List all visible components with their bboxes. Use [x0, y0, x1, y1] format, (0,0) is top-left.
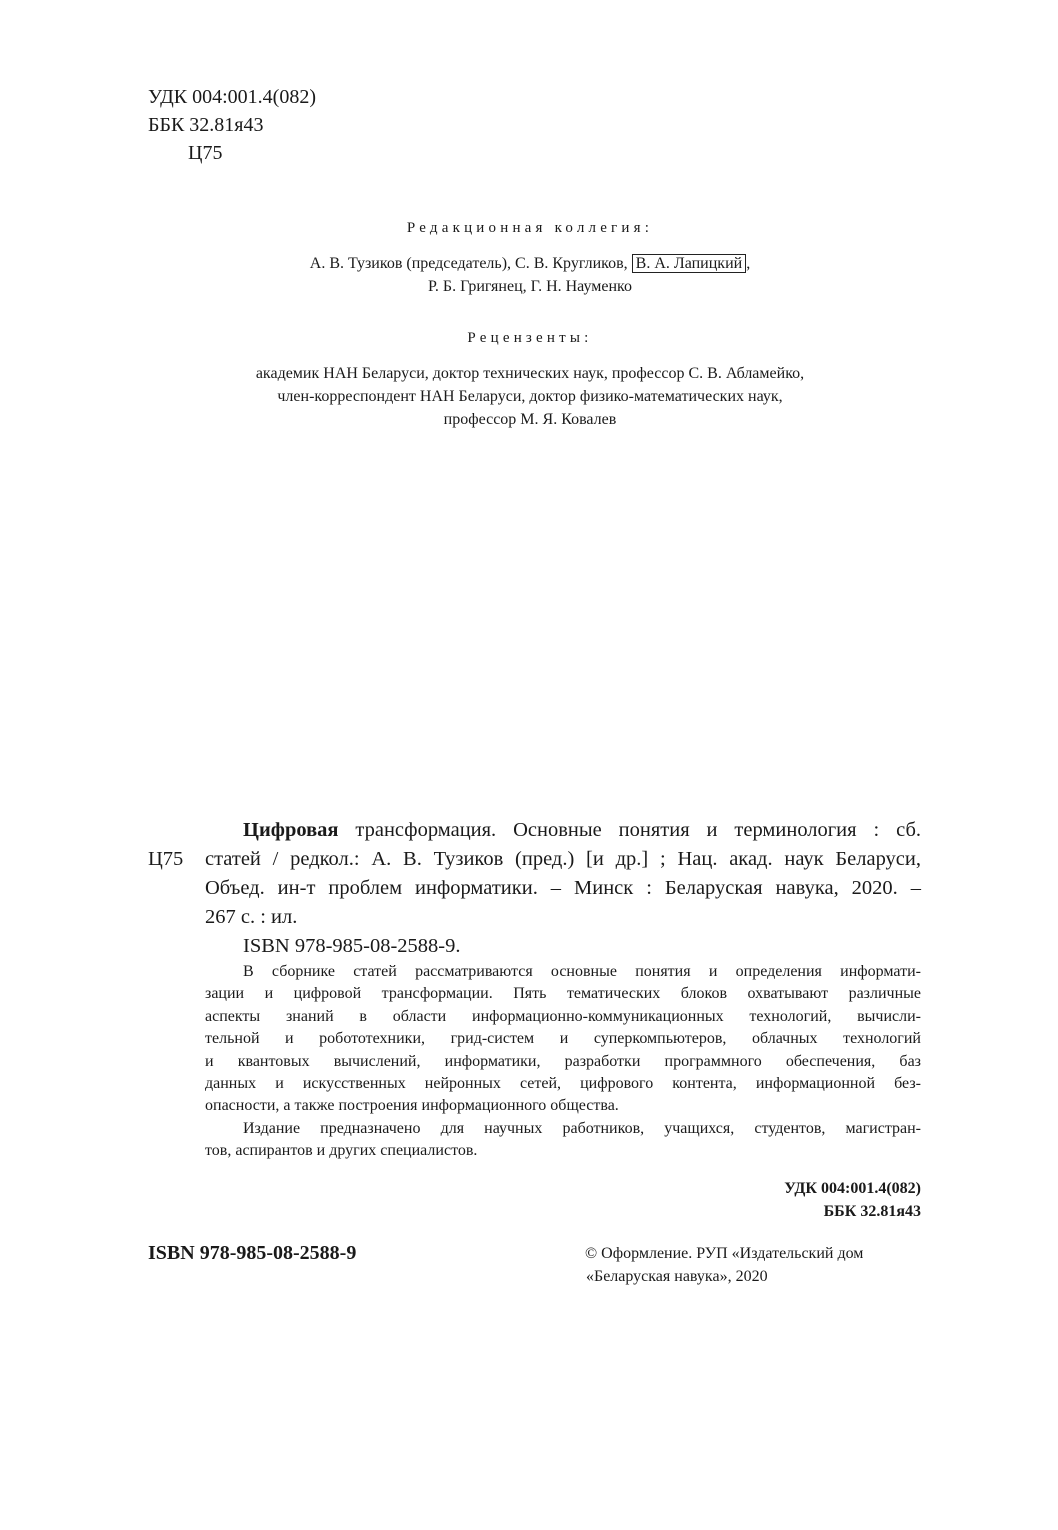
catalog-line-2: статей / редкол.: А. В. Тузиков (пред.) [и др.] ; Нац. акад. наук Беларуси,: [205, 848, 921, 870]
abstract-line: и квантовых вычислений, информатики, разработки программного обеспечения, баз: [205, 1052, 921, 1070]
reviewer-line-1: академик НАН Беларуси, доктор технических наук, профессор С. В. Абламейко,: [255, 365, 805, 382]
highlighted-name: В. А. Лапицкий: [632, 254, 747, 273]
copyright-line-2: «Беларуская навука», 2020: [586, 1268, 768, 1285]
copyright-line-1: © Оформление. РУП «Издательский дом: [585, 1245, 864, 1262]
editorial-board-comma: ,: [746, 255, 751, 272]
abstract-line: тельной и робототехники, грид-систем и суперкомпьютеров, облачных технологий: [205, 1030, 921, 1048]
reviewers: [140, 327, 920, 431]
bbk-code: ББК 32.81я43: [148, 114, 264, 136]
isbn-bold: ISBN 978-985-08-2588-9: [148, 1242, 357, 1264]
catalog-isbn: ISBN 978-985-08-2588-9.: [243, 935, 461, 957]
abstract-line: данных и искусственных нейронных сетей, цифрового контента, информационной без-: [205, 1075, 921, 1093]
catalog-line-4: 267 с. : ил.: [205, 906, 298, 928]
bottom-codes: [784, 1177, 921, 1223]
editorial-board-heading: Редакционная коллегия:: [406, 220, 654, 236]
author-cipher: Ц75: [188, 142, 223, 164]
abstract-line: тов, аспирантов и других специалистов.: [205, 1142, 478, 1160]
editorial-board: [140, 217, 920, 298]
abstract-line: опасности, а также построения информационного общества.: [205, 1097, 619, 1115]
abstract-line: В сборнике статей рассматриваются основные понятия и определения информати-: [243, 963, 921, 980]
bottom-udk: УДК 004:001.4(082): [784, 1180, 921, 1197]
catalog-entry: [205, 816, 921, 961]
abstract-line: зации и цифровой трансформации. Пять тематических блоков охватывают различные: [205, 985, 921, 1003]
udk-code: УДК 004:001.4(082): [148, 86, 316, 108]
bottom-bbk: ББК 32.81я43: [823, 1203, 921, 1220]
abstract-line: Издание предназначено для научных работников, учащихся, студентов, магистран-: [243, 1119, 921, 1137]
catalog-title-bold: Цифровая: [243, 819, 339, 841]
abstract-line: аспекты знаний в области информационно-коммуникационных технологий, вычисли-: [205, 1007, 921, 1025]
copyright: [585, 1242, 863, 1288]
abstract: [205, 961, 921, 1163]
catalog-cipher: Ц75: [148, 848, 184, 870]
editorial-board-line-1: [140, 252, 920, 275]
editorial-board-line-2: Р. Б. Григянец, Г. Н. Науменко: [427, 278, 633, 295]
reviewer-line-3: профессор М. Я. Ковалев: [443, 411, 617, 428]
catalog-title-rest: трансформация. Основные понятия и терминология : сб.: [355, 819, 921, 841]
editorial-board-names: А. В. Тузиков (председатель), С. В. Кругликов,: [309, 255, 628, 272]
reviewers-heading: Рецензенты:: [467, 330, 593, 346]
catalog-line-1: [205, 816, 921, 845]
catalog-line-3: Объед. ин-т проблем информатики. – Минск : Беларуская навука, 2020. –: [205, 877, 921, 899]
reviewer-line-2: член-корреспондент НАН Беларуси, доктор физико-математических наук,: [277, 388, 783, 405]
